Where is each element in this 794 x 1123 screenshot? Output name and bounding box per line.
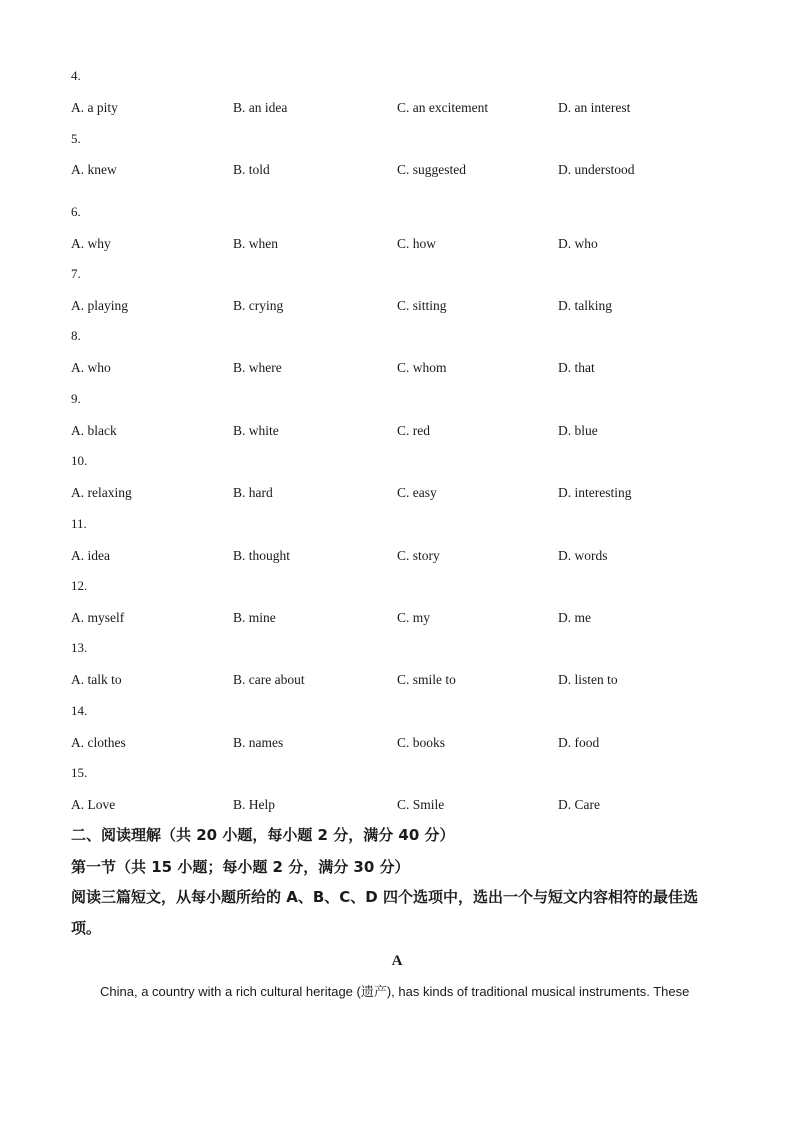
option-b: B. crying [233, 298, 284, 313]
option-a: A. clothes [71, 735, 126, 750]
option-d: D. an interest [558, 100, 631, 115]
option-c: C. how [397, 236, 437, 251]
option-d: D. listen to [558, 672, 618, 687]
question-number: 6. [71, 204, 81, 219]
option-b: B. names [233, 735, 284, 750]
question-number: 4. [71, 68, 81, 83]
option-d: D. blue [558, 423, 598, 438]
question-number: 5. [71, 131, 81, 146]
option-b: B. mine [233, 610, 276, 625]
option-c: C. books [397, 735, 446, 750]
option-d: D. understood [558, 162, 635, 177]
option-row [0, 485, 794, 503]
question-number: 13. [71, 640, 88, 655]
question-number: 7. [71, 266, 81, 281]
option-row [0, 735, 794, 753]
question-number: 8. [71, 328, 81, 343]
option-d: D. who [558, 236, 598, 251]
option-d: D. me [558, 610, 591, 625]
option-d: D. words [558, 548, 608, 563]
question-number: 12. [71, 578, 88, 593]
option-c: C. an excitement [397, 100, 489, 115]
option-a: A. Love [71, 797, 116, 812]
option-d: D. Care [558, 797, 600, 812]
option-row [0, 610, 794, 628]
question-number: 9. [71, 391, 81, 406]
option-a: A. a pity [71, 100, 118, 115]
option-c: C. smile to [397, 672, 456, 687]
option-c: C. Smile [397, 797, 445, 812]
option-c: C. red [397, 423, 430, 438]
question-number: 11. [71, 516, 87, 531]
section-heading: 二、阅读理解（共 20 小题，每小题 2 分，满分 40 分） [71, 826, 455, 844]
option-row [0, 423, 794, 441]
option-c: C. easy [397, 485, 437, 500]
option-row [0, 298, 794, 316]
option-a: A. talk to [71, 672, 122, 687]
option-d: D. that [558, 360, 595, 375]
passage-title: A [391, 953, 403, 969]
option-b: B. Help [233, 797, 275, 812]
question-number: 10. [71, 453, 88, 468]
option-row [0, 100, 794, 118]
section-instruction: 阅读三篇短文，从每小题所给的 A、B、C、D 四个选项中，选出一个与短文内容相符的最佳选项。 [71, 888, 698, 937]
option-b: B. where [233, 360, 282, 375]
option-a: A. idea [71, 548, 110, 563]
option-a: A. playing [71, 298, 128, 313]
option-row [0, 360, 794, 378]
option-row [0, 162, 794, 180]
question-number: 14. [71, 703, 88, 718]
option-c: C. whom [397, 360, 447, 375]
option-b: B. an idea [233, 100, 288, 115]
section-subheading: 第一节（共 15 小题；每小题 2 分，满分 30 分） [71, 858, 410, 876]
option-c: C. my [397, 610, 431, 625]
option-b: B. told [233, 162, 270, 177]
option-b: B. white [233, 423, 279, 438]
option-b: B. care about [233, 672, 305, 687]
option-a: A. myself [71, 610, 125, 625]
option-row [0, 236, 794, 254]
option-c: C. suggested [397, 162, 466, 177]
option-d: D. food [558, 735, 600, 750]
option-row [0, 797, 794, 815]
option-c: C. story [397, 548, 440, 563]
option-b: B. when [233, 236, 278, 251]
option-c: C. sitting [397, 298, 447, 313]
question-number: 15. [71, 765, 88, 780]
option-row [0, 672, 794, 690]
passage-text: China, a country with a rich cultural heritage (遗产), has kinds of traditional musical instruments. These [100, 984, 690, 999]
option-a: A. relaxing [71, 485, 132, 500]
option-d: D. talking [558, 298, 612, 313]
option-b: B. hard [233, 485, 273, 500]
option-d: D. interesting [558, 485, 632, 500]
option-a: A. black [71, 423, 117, 438]
option-a: A. why [71, 236, 111, 251]
option-b: B. thought [233, 548, 291, 563]
option-a: A. who [71, 360, 111, 375]
option-a: A. knew [71, 162, 117, 177]
option-row [0, 548, 794, 566]
